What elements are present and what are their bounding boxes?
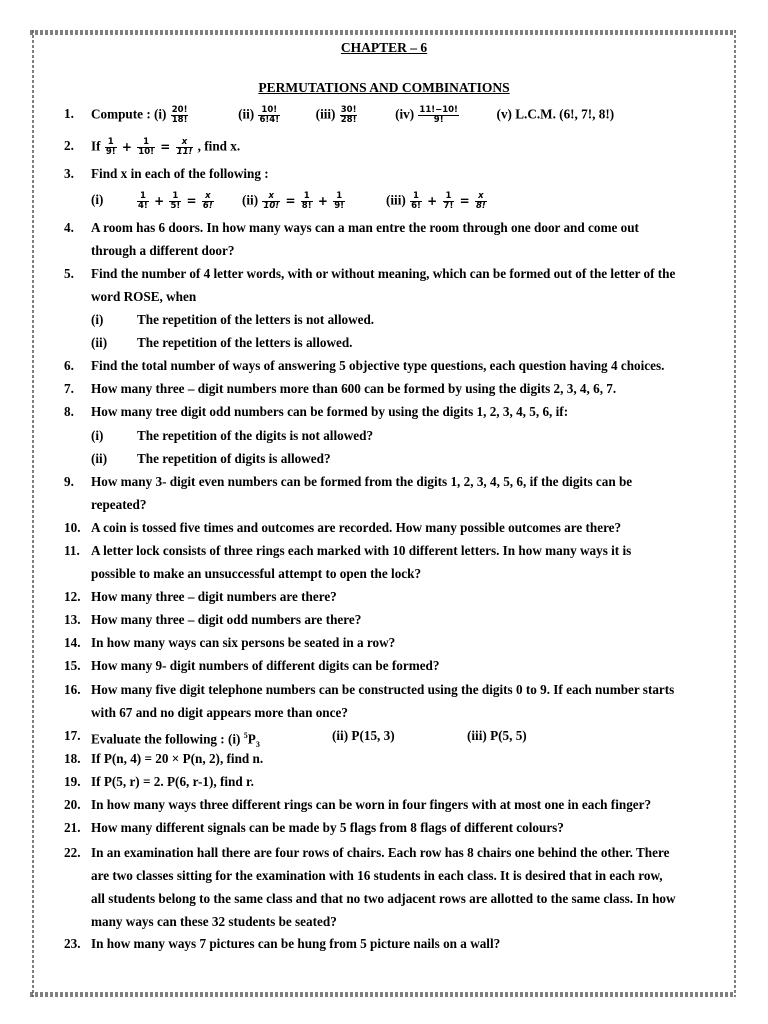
fraction: $\frac{1}{6!}$ (411, 191, 421, 211)
fraction: $\frac{x}{8!}$ (475, 191, 486, 211)
question-text: Find x in each of the following : (91, 166, 269, 181)
question-number: 7. (64, 381, 74, 396)
question-text: Compute : (i) (91, 106, 167, 122)
fraction: $\frac{1}{10!}$ (138, 137, 154, 157)
question-text: How many three – digit numbers more than 600 can be formed by using the digits 2, 3, 4, 6, 7. (91, 381, 617, 396)
question-number: 14. (64, 635, 81, 650)
question-text: How many three – digit numbers are there? (91, 589, 337, 604)
question-number: 5. (64, 266, 74, 281)
question-number: 2. (64, 138, 74, 153)
fraction: $\frac{1}{9!}$ (105, 137, 116, 157)
question-text: If P(5, r) = 2. P(6, r-1), find r. (91, 774, 254, 789)
question-number: 1. (64, 106, 74, 121)
fraction: $\frac{1}{9!}$ (334, 191, 345, 211)
question-number: 12. (64, 589, 81, 604)
chapter-heading: CHAPTER – 6 (340, 40, 428, 55)
page-border-right (734, 30, 736, 997)
question-number: 19. (64, 774, 81, 789)
question-number: 4. (64, 220, 74, 235)
question-text: In an examination hall there are four rows of chairs. Each row has 8 chairs one behind the other. There (91, 845, 670, 860)
page-border-bottom (30, 992, 734, 997)
question-text: How many 3- digit even numbers can be formed from the digits 1, 2, 3, 4, 5, 6, if the digits can be (91, 474, 633, 489)
question-number: 20. (64, 797, 81, 812)
question-number: 16. (64, 682, 81, 697)
question-number: 13. (64, 612, 81, 627)
question-number: 17. (64, 728, 81, 743)
fraction: $\frac{x}{10!}$ (263, 191, 280, 211)
question-text: In how many ways can six persons be seated in a row? (91, 635, 396, 650)
fraction: $\frac{10!}{6!4!}$ (259, 105, 280, 125)
question-number: 18. (64, 751, 81, 766)
question-number: 3. (64, 166, 74, 181)
question-text: A letter lock consists of three rings each marked with 10 different letters. In how many ways it is (91, 543, 632, 558)
question-text: If P(n, 4) = 20 × P(n, 2), find n. (91, 751, 264, 766)
question-number: 15. (64, 658, 81, 673)
question-text: In how many ways 7 pictures can be hung from 5 picture nails on a wall? (91, 936, 501, 951)
fraction: $\frac{1}{8!}$ (301, 191, 312, 211)
question-text: How many 9- digit numbers of different digits can be formed? (91, 658, 440, 673)
question-number: 9. (64, 474, 74, 489)
fraction: $\frac{1}{7!}$ (443, 191, 454, 211)
fraction: $\frac{30!}{28!}$ (340, 105, 357, 125)
page-border-top (30, 30, 734, 35)
fraction: $\frac{x}{6!}$ (202, 191, 213, 211)
question-number: 11. (64, 543, 80, 558)
question-number: 6. (64, 358, 74, 373)
question-number: 23. (64, 936, 81, 951)
fraction: $\frac{1}{5!}$ (170, 191, 181, 211)
fraction: $\frac{20!}{18!}$ (171, 105, 188, 125)
question-number: 21. (64, 820, 81, 835)
chapter-title: PERMUTATIONS AND COMBINATIONS (258, 80, 510, 95)
question-text: How many tree digit odd numbers can be formed by using the digits 1, 2, 3, 4, 5, 6, if: (91, 404, 569, 419)
question-text: A room has 6 doors. In how many ways can a man entre the room through one door and come out (91, 220, 639, 235)
question-text: How many five digit telephone numbers can be constructed using the digits 0 to 9. If each number starts (91, 682, 675, 697)
question-text: How many different signals can be made by 5 flags from 8 flags of different colours? (91, 820, 564, 835)
question-number: 22. (64, 845, 81, 860)
fraction: $\frac{11!-10!}{9!}$ (419, 105, 458, 125)
question-text: How many three – digit odd numbers are there? (91, 612, 362, 627)
question-text: In how many ways three different rings can be worn in four fingers with at most one in each finger? (91, 797, 652, 812)
fraction: $\frac{x}{11!}$ (176, 137, 193, 157)
question-text: Find the number of 4 letter words, with or without meaning, which can be formed out of the letter of the (91, 266, 676, 281)
question-text: A coin is tossed five times and outcomes are recorded. How many possible outcomes are there? (91, 520, 622, 535)
question-text: Find the total number of ways of answering 5 objective type questions, each question having 4 choices. (91, 358, 665, 373)
question-number: 8. (64, 404, 74, 419)
page-border-left (32, 30, 34, 997)
fraction: $\frac{1}{4!}$ (138, 191, 148, 211)
question-text: Evaluate the following : (i) (91, 731, 241, 747)
question-number: 10. (64, 520, 81, 535)
